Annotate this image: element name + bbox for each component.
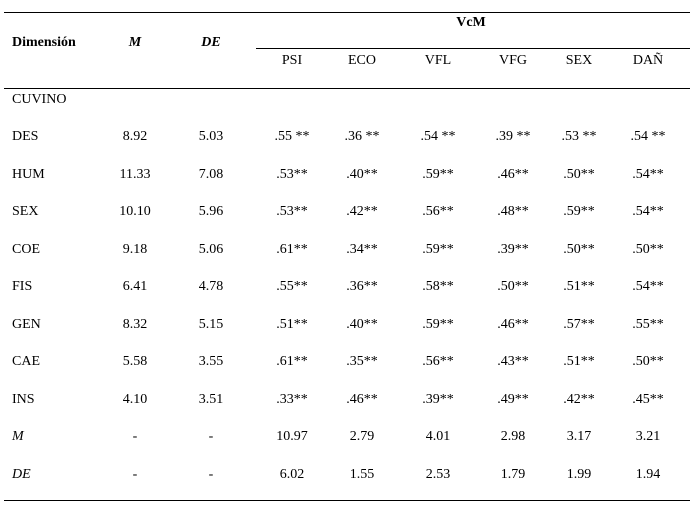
row-correlation-value: .42** <box>563 392 595 407</box>
row-correlation-value: .50** <box>632 354 664 369</box>
row-correlation-value: .54** <box>632 167 664 182</box>
header-m: M <box>128 35 142 50</box>
row-correlation-value: .53 ** <box>561 129 597 144</box>
row-correlation-value: .54** <box>632 279 664 294</box>
header-bottom-rule <box>4 88 690 89</box>
row-correlation-value: .46** <box>497 167 529 182</box>
subheader-vfl: VFL <box>424 53 452 68</box>
row-correlation-value: .58** <box>422 279 454 294</box>
summary-value: 6.02 <box>279 467 305 482</box>
row-mean-value: 8.92 <box>122 129 148 144</box>
subheader-eco: ECO <box>348 53 376 68</box>
row-correlation-value: .55** <box>632 317 664 332</box>
summary-value: 1.79 <box>500 467 526 482</box>
summary-value: 1.94 <box>635 467 661 482</box>
row-mean-value: 11.33 <box>119 167 151 182</box>
row-correlation-value: .39** <box>497 242 529 257</box>
subheader-psi: PSI <box>281 53 303 68</box>
vcm-group-rule <box>256 48 690 49</box>
summary-sd-dash: - <box>208 467 214 482</box>
row-dimension-label: GEN <box>12 317 41 332</box>
row-mean-value: 6.41 <box>122 279 148 294</box>
row-correlation-value: .61** <box>276 242 308 257</box>
row-sd-value: 3.55 <box>198 354 224 369</box>
row-correlation-value: .51** <box>563 279 595 294</box>
row-correlation-value: .48** <box>497 204 529 219</box>
row-correlation-value: .53** <box>276 167 308 182</box>
row-dimension-label: CAE <box>12 354 40 369</box>
summary-value: 2.53 <box>425 467 451 482</box>
row-correlation-value: .54** <box>632 204 664 219</box>
row-mean-value: 9.18 <box>122 242 148 257</box>
row-correlation-value: .42** <box>346 204 378 219</box>
row-mean-value: 10.10 <box>119 204 151 219</box>
summary-value: 4.01 <box>425 429 451 444</box>
row-mean-value: 5.58 <box>122 354 148 369</box>
subheader-dan: DAÑ <box>632 53 664 68</box>
row-correlation-value: .34** <box>346 242 378 257</box>
summary-value: 2.79 <box>349 429 375 444</box>
table-bottom-rule <box>4 500 690 501</box>
row-correlation-value: .36 ** <box>344 129 380 144</box>
row-dimension-label: INS <box>12 392 35 407</box>
row-dimension-label: SEX <box>12 204 39 219</box>
row-sd-value: 5.03 <box>198 129 224 144</box>
table-top-rule <box>4 12 690 13</box>
summary-value: 1.55 <box>349 467 375 482</box>
row-sd-value: 3.51 <box>198 392 224 407</box>
row-correlation-value: .46** <box>497 317 529 332</box>
header-de: DE <box>201 35 221 50</box>
row-correlation-value: .40** <box>346 317 378 332</box>
summary-value: 3.17 <box>566 429 592 444</box>
row-correlation-value: .50** <box>632 242 664 257</box>
summary-row-label: M <box>12 429 24 444</box>
subheader-vfg: VFG <box>498 53 528 68</box>
summary-sd-dash: - <box>208 429 214 444</box>
summary-mean-dash: - <box>132 467 138 482</box>
summary-value: 3.21 <box>635 429 661 444</box>
summary-row-label: DE <box>12 467 31 482</box>
row-sd-value: 5.06 <box>198 242 224 257</box>
row-correlation-value: .45** <box>632 392 664 407</box>
row-correlation-value: .51** <box>563 354 595 369</box>
row-correlation-value: .50** <box>563 242 595 257</box>
row-correlation-value: .59** <box>422 242 454 257</box>
row-correlation-value: .51** <box>276 317 308 332</box>
summary-value: 1.99 <box>566 467 592 482</box>
row-correlation-value: .55** <box>276 279 308 294</box>
row-sd-value: 5.96 <box>198 204 224 219</box>
row-correlation-value: .46** <box>346 392 378 407</box>
summary-mean-dash: - <box>132 429 138 444</box>
row-correlation-value: .39** <box>422 392 454 407</box>
row-correlation-value: .50** <box>563 167 595 182</box>
row-correlation-value: .56** <box>422 354 454 369</box>
row-dimension-label: HUM <box>12 167 45 182</box>
row-correlation-value: .33** <box>276 392 308 407</box>
row-correlation-value: .53** <box>276 204 308 219</box>
row-correlation-value: .59** <box>563 204 595 219</box>
row-correlation-value: .54 ** <box>630 129 666 144</box>
row-correlation-value: .55 ** <box>274 129 310 144</box>
row-correlation-value: .49** <box>497 392 529 407</box>
row-mean-value: 4.10 <box>122 392 148 407</box>
row-correlation-value: .56** <box>422 204 454 219</box>
row-correlation-value: .39 ** <box>495 129 531 144</box>
header-dimension: Dimensión <box>12 35 76 50</box>
row-correlation-value: .61** <box>276 354 308 369</box>
summary-value: 10.97 <box>276 429 308 444</box>
row-dimension-label: FIS <box>12 279 33 294</box>
header-vcm: VcM <box>456 15 486 30</box>
row-correlation-value: .43** <box>497 354 529 369</box>
row-correlation-value: .54 ** <box>420 129 456 144</box>
section-label: CUVINO <box>12 92 67 107</box>
row-correlation-value: .57** <box>563 317 595 332</box>
row-sd-value: 4.78 <box>198 279 224 294</box>
row-sd-value: 5.15 <box>198 317 224 332</box>
row-mean-value: 8.32 <box>122 317 148 332</box>
subheader-sex: SEX <box>565 53 593 68</box>
row-dimension-label: COE <box>12 242 40 257</box>
row-correlation-value: .40** <box>346 167 378 182</box>
row-correlation-value: .35** <box>346 354 378 369</box>
row-correlation-value: .50** <box>497 279 529 294</box>
row-dimension-label: DES <box>12 129 39 144</box>
row-sd-value: 7.08 <box>198 167 224 182</box>
summary-value: 2.98 <box>500 429 526 444</box>
row-correlation-value: .59** <box>422 317 454 332</box>
row-correlation-value: .59** <box>422 167 454 182</box>
row-correlation-value: .36** <box>346 279 378 294</box>
